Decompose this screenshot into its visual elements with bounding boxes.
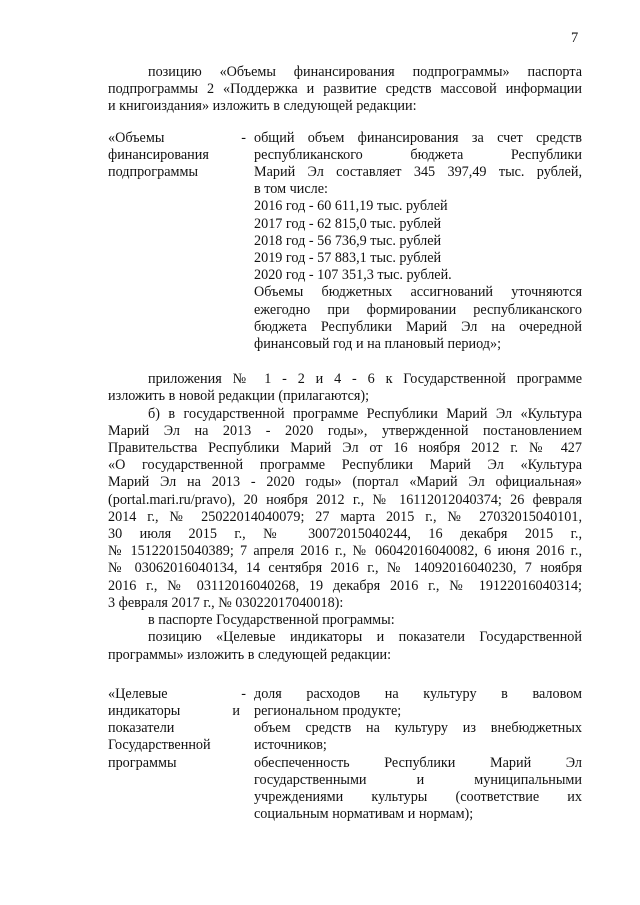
table-label-line: «Объемы [108,129,165,146]
text-line: 2014 г., № 25022014040079; 27 марта 2015 г., № 27032015040101, [108,508,582,525]
text-line: и книгоиздания» изложить в следующей редакции: [108,98,417,115]
table-label-column [108,686,254,824]
intro-paragraph [108,64,582,116]
text-line: № 15122015040389; 7 апреля 2016 г., № 06042016040082, 6 июня 2016 г., [108,543,582,560]
table-value-line: объем средств на культуру из внебюджетных [254,720,582,737]
text-line: 2016 г., № 03112016040268, 19 декабря 2016 г., № 19122016040314; [108,577,582,594]
table-value-line: региональном продукте; [254,702,402,719]
text-line: изложить в новой редакции (прилагаются); [108,388,370,405]
table-value-line: Марий Эл составляет 345 397,49 тыс. рублей, [254,164,582,181]
table-value-line: 2017 год - 62 815,0 тыс. рублей [254,215,442,232]
table-label-line: «Целевые [108,685,168,702]
table-value-column [254,686,582,824]
text-line: 30 июля 2015 г., № 30072015040244, 16 декабря 2015 г., [108,526,582,543]
text-line: Правительства Республики Марий Эл от 16 ноября 2012 г. № 427 [108,440,582,457]
text-line: в паспорте Государственной программы: [148,612,395,629]
table-label-line: финансирования [108,146,209,163]
table-value-line: доля расходов на культуру в валовом [254,685,582,702]
table-label-column [108,130,254,354]
text-line: (portal.mari.ru/pravo), 20 ноября 2012 г., № 16112012040374; 26 февраля [108,491,582,508]
table-value-line: 2018 год - 56 736,9 тыс. рублей [254,232,442,249]
table-label-line: Государственной [108,737,211,754]
table-value-column [254,130,582,354]
table-dash: - [241,129,246,146]
appendix-paragraph [108,371,582,405]
table-value-line: общий объем финансирования за счет средств [254,129,582,146]
text-line: Марий Эл на 2013 - 2020 годы» (портал «Марий Эл официальная» [108,474,582,491]
text-line: 3 февраля 2017 г., № 03022017040018): [108,594,344,611]
indicators-paragraph [108,629,582,663]
table-value-line: 2020 год - 107 351,3 тыс. рублей. [254,267,452,284]
table-value-line: ежегодно при формировании республиканского [254,301,582,318]
table-value-line: республиканского бюджета Республики [254,146,582,163]
table-value-line: обеспеченность Республики Марий Эл [254,754,582,771]
text-line: программы» изложить в следующей редакции: [108,646,392,663]
text-line: подпрограммы 2 «Поддержка и развитие средств массовой информации [108,81,582,98]
table-value-line: социальным нормативам и нормам); [254,806,474,823]
financing-table [108,130,582,354]
text-line: № 03062016040134, 14 сентября 2016 г., № 14092016040230, 7 ноября [108,560,582,577]
table-value-line: учреждениями культуры (соответствие их [254,788,582,805]
table-dash: - [241,685,246,702]
table-value-line: государственными и муниципальными [254,771,582,788]
text-line: позицию «Целевые индикаторы и показатели Государственной [148,629,582,646]
table-value-line: источников; [254,737,327,754]
table-label-line: индикаторы и [108,702,240,719]
table-value-line: бюджета Республики Марий Эл на очередной [254,318,582,335]
table-label-line: программы [108,754,177,771]
table-label-line: показатели [108,720,175,737]
text-line: приложения № 1 - 2 и 4 - 6 к Государственной программе [148,371,582,388]
table-value-line: 2016 год - 60 611,19 тыс. рублей [254,198,448,215]
passport-paragraph [108,612,582,629]
table-value-line: финансовый год и на плановый период»; [254,336,502,353]
text-line: б) в государственной программе Республики Марий Эл «Культура [148,405,582,422]
amendment-paragraph [108,406,582,612]
page-number: 7 [571,30,579,46]
text-line: Марий Эл на 2013 - 2020 годы», утвержденной постановлением [108,422,582,439]
text-line: «О государственной программе Республики Марий Эл «Культура [108,457,582,474]
table-value-line: Объемы бюджетных ассигнований уточняются [254,284,582,301]
table-label-line: подпрограммы [108,164,198,181]
table-value-line: 2019 год - 57 883,1 тыс. рублей [254,250,442,267]
text-line: позицию «Объемы финансирования подпрограммы» паспорта [148,64,582,80]
document-body [108,64,582,841]
indicators-table [108,686,582,824]
table-value-line: в том числе: [254,181,328,198]
